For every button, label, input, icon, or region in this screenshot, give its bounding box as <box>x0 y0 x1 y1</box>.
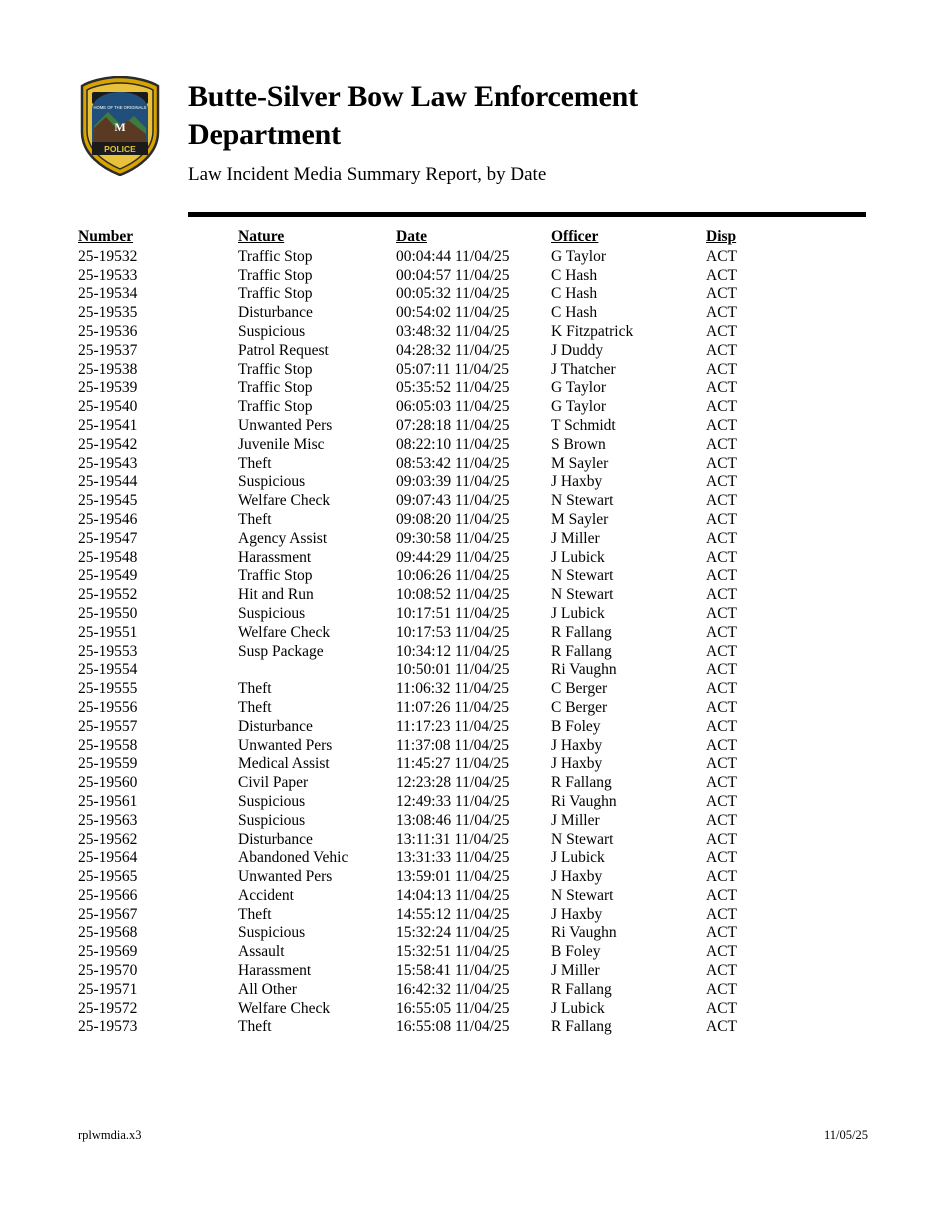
cell-disp: ACT <box>706 962 737 980</box>
cell-disp: ACT <box>706 266 737 284</box>
cell-officer: S Brown <box>551 435 606 453</box>
cell-number: 25-19564 <box>78 849 138 867</box>
cell-disp: ACT <box>706 529 737 547</box>
table-row <box>78 849 868 868</box>
cell-disp: ACT <box>706 698 737 716</box>
cell-officer: J Haxby <box>551 755 603 773</box>
cell-officer: C Hash <box>551 304 598 322</box>
cell-disp: ACT <box>706 379 737 397</box>
table-row <box>78 549 868 568</box>
cell-number: 25-19561 <box>78 792 138 810</box>
cell-officer: J Lubick <box>551 604 605 622</box>
cell-disp: ACT <box>706 999 737 1017</box>
cell-number: 25-19556 <box>78 698 138 716</box>
cell-officer: J Miller <box>551 529 600 547</box>
cell-nature: Theft <box>238 698 272 716</box>
cell-nature: Theft <box>238 1018 272 1036</box>
cell-officer: B Foley <box>551 943 601 961</box>
cell-date: 16:55:05 11/04/25 <box>396 999 510 1017</box>
cell-officer: R Fallang <box>551 642 612 660</box>
table-row <box>78 774 868 793</box>
cell-nature: Suspicious <box>238 924 306 942</box>
cell-nature: Juvenile Misc <box>238 435 325 453</box>
cell-disp: ACT <box>706 943 737 961</box>
cell-number: 25-19558 <box>78 736 138 754</box>
table-row <box>78 718 868 737</box>
cell-nature: Unwanted Pers <box>238 736 333 754</box>
cell-nature: Medical Assist <box>238 755 330 773</box>
cell-nature: Patrol Request <box>238 341 329 359</box>
cell-date: 10:50:01 11/04/25 <box>396 661 510 679</box>
cell-date: 10:17:53 11/04/25 <box>396 623 510 641</box>
cell-number: 25-19544 <box>78 473 138 491</box>
cell-disp: ACT <box>706 473 737 491</box>
cell-nature: All Other <box>238 980 297 998</box>
cell-officer: J Miller <box>551 811 600 829</box>
cell-nature: Suspicious <box>238 792 306 810</box>
cell-disp: ACT <box>706 341 737 359</box>
cell-date: 11:37:08 11/04/25 <box>396 736 509 754</box>
table-row <box>78 473 868 492</box>
cell-date: 15:58:41 11/04/25 <box>396 962 510 980</box>
cell-officer: M Sayler <box>551 454 609 472</box>
cell-officer: J Duddy <box>551 341 604 359</box>
cell-officer: Ri Vaughn <box>551 792 617 810</box>
cell-number: 25-19560 <box>78 774 138 792</box>
table-row <box>78 924 868 943</box>
cell-nature: Suspicious <box>238 473 306 491</box>
cell-number: 25-19540 <box>78 398 138 416</box>
cell-nature: Disturbance <box>238 304 313 322</box>
table-row <box>78 812 868 831</box>
cell-officer: N Stewart <box>551 567 614 585</box>
cell-disp: ACT <box>706 586 737 604</box>
cell-date: 07:28:18 11/04/25 <box>396 416 510 434</box>
table-row <box>78 624 868 643</box>
cell-number: 25-19535 <box>78 304 138 322</box>
cell-officer: C Berger <box>551 680 608 698</box>
cell-date: 09:03:39 11/04/25 <box>396 473 510 491</box>
cell-nature: Unwanted Pers <box>238 868 333 886</box>
department-title: Butte-Silver Bow Law Enforcement Department <box>188 80 638 151</box>
svg-text:HOME OF THE ORIGINALS: HOME OF THE ORIGINALS <box>93 105 147 110</box>
cell-officer: N Stewart <box>551 830 614 848</box>
table-row <box>78 887 868 906</box>
cell-date: 08:22:10 11/04/25 <box>396 435 510 453</box>
cell-date: 14:04:13 11/04/25 <box>396 886 510 904</box>
cell-date: 04:28:32 11/04/25 <box>396 341 510 359</box>
cell-number: 25-19566 <box>78 886 138 904</box>
cell-disp: ACT <box>706 868 737 886</box>
cell-date: 10:17:51 11/04/25 <box>396 604 510 622</box>
cell-officer: J Haxby <box>551 736 603 754</box>
cell-disp: ACT <box>706 322 737 340</box>
cell-date: 05:35:52 11/04/25 <box>396 379 510 397</box>
table-row <box>78 267 868 286</box>
svg-text:M: M <box>114 120 126 134</box>
cell-nature: Hit and Run <box>238 586 314 604</box>
cell-officer: N Stewart <box>551 586 614 604</box>
cell-number: 25-19550 <box>78 604 138 622</box>
cell-nature: Suspicious <box>238 322 306 340</box>
table-row <box>78 398 868 417</box>
cell-number: 25-19551 <box>78 623 138 641</box>
cell-disp: ACT <box>706 980 737 998</box>
cell-disp: ACT <box>706 510 737 528</box>
cell-disp: ACT <box>706 304 737 322</box>
cell-officer: M Sayler <box>551 510 609 528</box>
table-row <box>78 530 868 549</box>
cell-officer: J Thatcher <box>551 360 616 378</box>
cell-officer: J Lubick <box>551 548 605 566</box>
table-row <box>78 868 868 887</box>
cell-nature: Agency Assist <box>238 529 328 547</box>
table-row <box>78 755 868 774</box>
cell-officer: J Haxby <box>551 473 603 491</box>
cell-date: 15:32:24 11/04/25 <box>396 924 510 942</box>
cell-number: 25-19567 <box>78 905 138 923</box>
cell-nature: Traffic Stop <box>238 247 313 265</box>
table-row <box>78 285 868 304</box>
cell-date: 09:30:58 11/04/25 <box>396 529 510 547</box>
footer-print-date: 11/05/25 <box>824 1128 868 1142</box>
table-row <box>78 661 868 680</box>
cell-disp: ACT <box>706 623 737 641</box>
cell-disp: ACT <box>706 849 737 867</box>
cell-disp: ACT <box>706 661 737 679</box>
cell-officer: N Stewart <box>551 886 614 904</box>
table-row <box>78 793 868 812</box>
cell-officer: K Fitzpatrick <box>551 322 634 340</box>
cell-disp: ACT <box>706 755 737 773</box>
cell-date: 00:04:44 11/04/25 <box>396 247 510 265</box>
cell-nature: Theft <box>238 454 272 472</box>
cell-number: 25-19542 <box>78 435 138 453</box>
cell-nature: Abandoned Vehic <box>238 849 349 867</box>
cell-disp: ACT <box>706 360 737 378</box>
cell-number: 25-19547 <box>78 529 138 547</box>
cell-number: 25-19548 <box>78 548 138 566</box>
cell-number: 25-19573 <box>78 1018 138 1036</box>
cell-number: 25-19554 <box>78 661 138 679</box>
cell-disp: ACT <box>706 567 737 585</box>
cell-disp: ACT <box>706 792 737 810</box>
svg-text:POLICE: POLICE <box>104 144 136 154</box>
cell-officer: G Taylor <box>551 379 607 397</box>
cell-officer: G Taylor <box>551 398 607 416</box>
cell-date: 16:55:08 11/04/25 <box>396 1018 510 1036</box>
cell-officer: J Lubick <box>551 849 605 867</box>
cell-number: 25-19570 <box>78 962 138 980</box>
cell-officer: R Fallang <box>551 774 612 792</box>
cell-number: 25-19536 <box>78 322 138 340</box>
cell-disp: ACT <box>706 642 737 660</box>
table-row <box>78 605 868 624</box>
cell-date: 12:49:33 11/04/25 <box>396 792 510 810</box>
report-footer <box>78 1128 868 1143</box>
cell-number: 25-19568 <box>78 924 138 942</box>
cell-number: 25-19572 <box>78 999 138 1017</box>
cell-number: 25-19546 <box>78 510 138 528</box>
table-row <box>78 455 868 474</box>
cell-officer: R Fallang <box>551 980 612 998</box>
cell-disp: ACT <box>706 774 737 792</box>
cell-disp: ACT <box>706 811 737 829</box>
cell-number: 25-19537 <box>78 341 138 359</box>
cell-nature: Harassment <box>238 548 312 566</box>
cell-disp: ACT <box>706 435 737 453</box>
cell-date: 11:06:32 11/04/25 <box>396 680 509 698</box>
cell-number: 25-19563 <box>78 811 138 829</box>
cell-date: 13:11:31 11/04/25 <box>396 830 509 848</box>
cell-number: 25-19559 <box>78 755 138 773</box>
cell-date: 10:34:12 11/04/25 <box>396 642 510 660</box>
cell-date: 00:05:32 11/04/25 <box>396 285 510 303</box>
cell-number: 25-19533 <box>78 266 138 284</box>
cell-number: 25-19552 <box>78 586 138 604</box>
cell-date: 13:08:46 11/04/25 <box>396 811 510 829</box>
cell-nature: Harassment <box>238 962 312 980</box>
table-row <box>78 831 868 850</box>
report-subtitle: Law Incident Media Summary Report, by Date <box>188 164 547 185</box>
cell-date: 11:07:26 11/04/25 <box>396 698 509 716</box>
column-header-nature: Nature <box>238 228 285 245</box>
cell-nature: Unwanted Pers <box>238 416 333 434</box>
cell-officer: B Foley <box>551 717 601 735</box>
table-row <box>78 492 868 511</box>
cell-number: 25-19541 <box>78 416 138 434</box>
column-header-date: Date <box>396 228 427 245</box>
cell-number: 25-19565 <box>78 868 138 886</box>
cell-officer: G Taylor <box>551 247 607 265</box>
cell-nature: Welfare Check <box>238 999 331 1017</box>
cell-date: 08:53:42 11/04/25 <box>396 454 510 472</box>
cell-officer: N Stewart <box>551 492 614 510</box>
cell-nature: Accident <box>238 886 294 904</box>
cell-date: 09:08:20 11/04/25 <box>396 510 510 528</box>
cell-nature: Theft <box>238 510 272 528</box>
cell-nature: Traffic Stop <box>238 285 313 303</box>
cell-disp: ACT <box>706 905 737 923</box>
cell-nature: Disturbance <box>238 830 313 848</box>
cell-date: 13:59:01 11/04/25 <box>396 868 510 886</box>
table-row <box>78 680 868 699</box>
cell-disp: ACT <box>706 736 737 754</box>
cell-disp: ACT <box>706 924 737 942</box>
cell-officer: C Hash <box>551 285 598 303</box>
table-row <box>78 248 868 267</box>
footer-report-id: rplwmdia.x3 <box>78 1128 142 1142</box>
cell-disp: ACT <box>706 830 737 848</box>
table-row <box>78 1000 868 1019</box>
cell-disp: ACT <box>706 454 737 472</box>
cell-nature: Assault <box>238 943 285 961</box>
column-header-officer: Officer <box>551 228 599 245</box>
cell-disp: ACT <box>706 1018 737 1036</box>
cell-nature: Civil Paper <box>238 774 309 792</box>
table-row <box>78 342 868 361</box>
police-badge-logo <box>78 76 162 176</box>
cell-number: 25-19553 <box>78 642 138 660</box>
cell-nature: Traffic Stop <box>238 379 313 397</box>
cell-disp: ACT <box>706 680 737 698</box>
header-divider-rule <box>188 212 866 217</box>
cell-nature: Traffic Stop <box>238 266 313 284</box>
table-row <box>78 981 868 1000</box>
cell-date: 06:05:03 11/04/25 <box>396 398 510 416</box>
cell-officer: C Hash <box>551 266 598 284</box>
cell-date: 00:04:57 11/04/25 <box>396 266 510 284</box>
cell-disp: ACT <box>706 247 737 265</box>
table-row <box>78 417 868 436</box>
table-row <box>78 699 868 718</box>
cell-date: 11:17:23 11/04/25 <box>396 717 509 735</box>
cell-nature: Suspicious <box>238 604 306 622</box>
cell-number: 25-19543 <box>78 454 138 472</box>
table-row <box>78 436 868 455</box>
cell-date: 13:31:33 11/04/25 <box>396 849 510 867</box>
cell-date: 09:44:29 11/04/25 <box>396 548 510 566</box>
cell-officer: R Fallang <box>551 1018 612 1036</box>
cell-number: 25-19555 <box>78 680 138 698</box>
cell-nature: Welfare Check <box>238 492 331 510</box>
table-row <box>78 379 868 398</box>
table-row <box>78 962 868 981</box>
cell-date: 15:32:51 11/04/25 <box>396 943 510 961</box>
cell-officer: C Berger <box>551 698 608 716</box>
table-row <box>78 737 868 756</box>
table-row <box>78 643 868 662</box>
cell-nature: Traffic Stop <box>238 398 313 416</box>
cell-nature: Theft <box>238 680 272 698</box>
cell-number: 25-19557 <box>78 717 138 735</box>
table-row <box>78 943 868 962</box>
table-row <box>78 511 868 530</box>
table-row <box>78 586 868 605</box>
cell-number: 25-19571 <box>78 980 138 998</box>
cell-date: 10:08:52 11/04/25 <box>396 586 510 604</box>
cell-date: 11:45:27 11/04/25 <box>396 755 509 773</box>
cell-nature: Traffic Stop <box>238 360 313 378</box>
cell-date: 12:23:28 11/04/25 <box>396 774 510 792</box>
cell-date: 05:07:11 11/04/25 <box>396 360 509 378</box>
cell-disp: ACT <box>706 717 737 735</box>
cell-nature: Welfare Check <box>238 623 331 641</box>
cell-officer: J Haxby <box>551 868 603 886</box>
cell-number: 25-19534 <box>78 285 138 303</box>
table-header-row <box>78 228 868 247</box>
cell-date: 09:07:43 11/04/25 <box>396 492 510 510</box>
cell-date: 10:06:26 11/04/25 <box>396 567 510 585</box>
cell-disp: ACT <box>706 492 737 510</box>
cell-number: 25-19538 <box>78 360 138 378</box>
cell-nature: Disturbance <box>238 717 313 735</box>
cell-officer: J Miller <box>551 962 600 980</box>
cell-date: 14:55:12 11/04/25 <box>396 905 510 923</box>
cell-nature: Suspicious <box>238 811 306 829</box>
cell-date: 03:48:32 11/04/25 <box>396 322 510 340</box>
cell-nature: Susp Package <box>238 642 324 660</box>
cell-number: 25-19545 <box>78 492 138 510</box>
cell-disp: ACT <box>706 886 737 904</box>
table-row <box>78 361 868 380</box>
cell-officer: Ri Vaughn <box>551 924 617 942</box>
cell-number: 25-19569 <box>78 943 138 961</box>
cell-nature: Theft <box>238 905 272 923</box>
column-header-number: Number <box>78 228 134 245</box>
cell-disp: ACT <box>706 604 737 622</box>
cell-disp: ACT <box>706 285 737 303</box>
table-row <box>78 323 868 342</box>
table-row <box>78 304 868 323</box>
column-header-disp: Disp <box>706 228 737 245</box>
cell-nature: Traffic Stop <box>238 567 313 585</box>
cell-officer: R Fallang <box>551 623 612 641</box>
cell-officer: T Schmidt <box>551 416 616 434</box>
cell-date: 16:42:32 11/04/25 <box>396 980 510 998</box>
cell-officer: J Lubick <box>551 999 605 1017</box>
cell-date: 00:54:02 11/04/25 <box>396 304 510 322</box>
table-body <box>78 248 868 1037</box>
cell-number: 25-19562 <box>78 830 138 848</box>
report-header <box>78 72 878 187</box>
table-row <box>78 1018 868 1037</box>
cell-number: 25-19549 <box>78 567 138 585</box>
table-row <box>78 567 868 586</box>
cell-officer: J Haxby <box>551 905 603 923</box>
cell-disp: ACT <box>706 416 737 434</box>
cell-officer: Ri Vaughn <box>551 661 617 679</box>
cell-disp: ACT <box>706 398 737 416</box>
incident-table <box>78 228 868 1037</box>
title-block <box>188 72 748 187</box>
cell-number: 25-19539 <box>78 379 138 397</box>
cell-disp: ACT <box>706 548 737 566</box>
cell-number: 25-19532 <box>78 247 138 265</box>
table-row <box>78 906 868 925</box>
